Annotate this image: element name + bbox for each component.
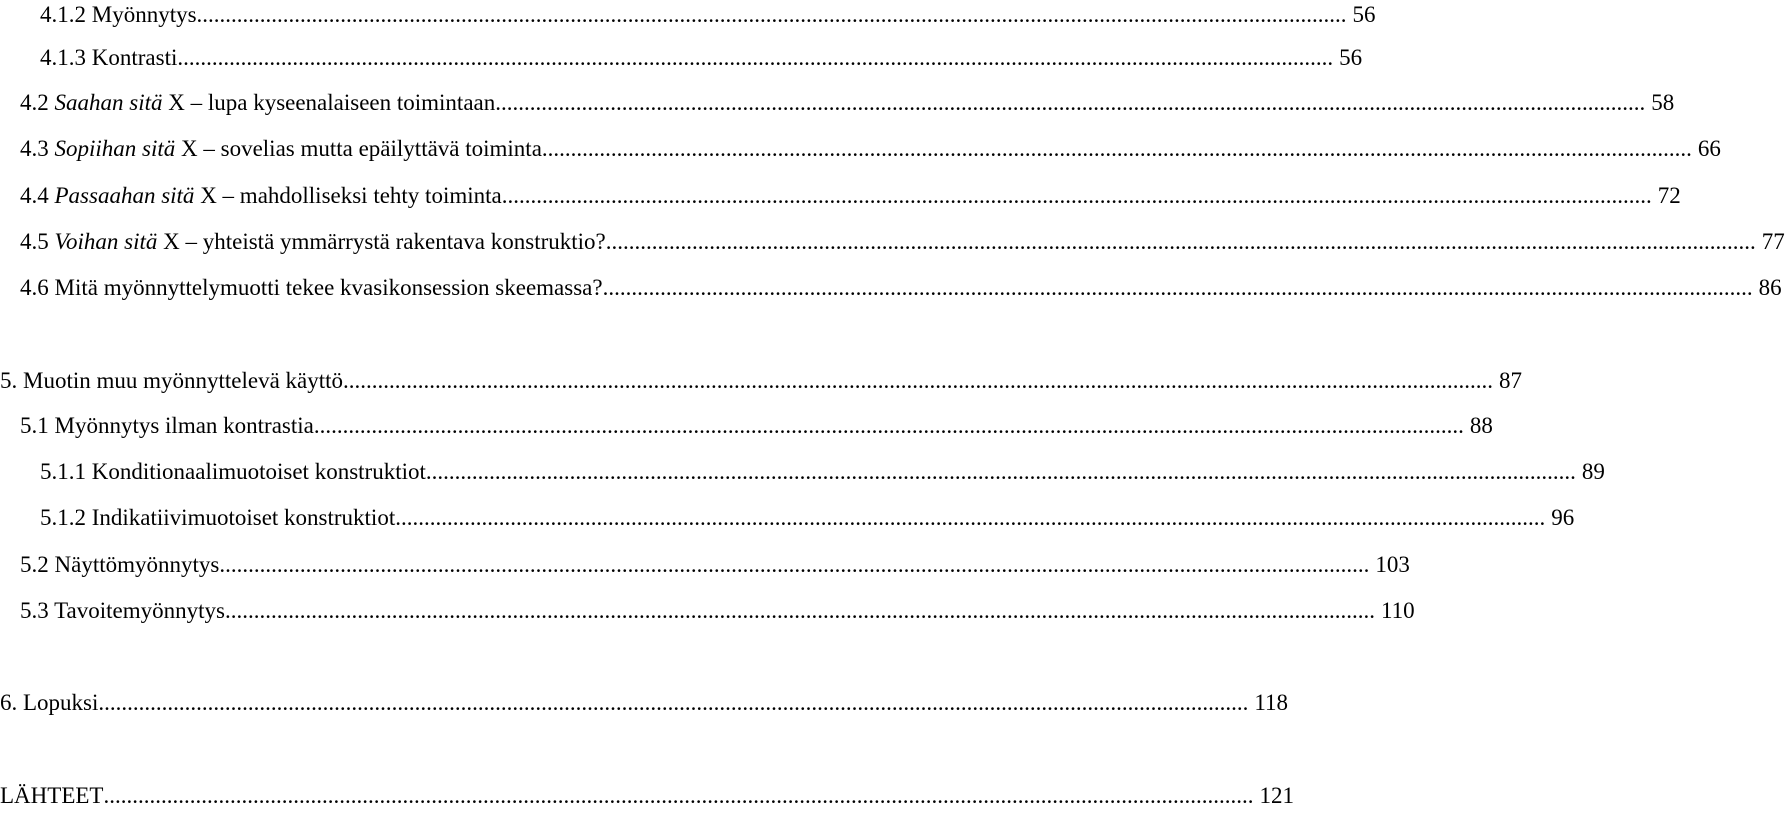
toc-leader-dots: ........................................................................................................................................................................................................ <box>495 90 1646 115</box>
toc-leader-dots: ........................................................................................................................................................................................................ <box>183 45 1334 70</box>
toc-leader-dots: ........................................................................................................................................................................................................ <box>395 505 1546 530</box>
toc-entry-label: 6. Lopuksi <box>0 690 99 715</box>
toc-leader-dots: ........................................................................................................................................................................................................ <box>98 690 1249 715</box>
toc-page-number: 66 <box>1697 136 1721 161</box>
toc-entry[interactable] <box>40 0 1376 30</box>
toc-entry[interactable] <box>0 366 1523 396</box>
toc-page-number: 96 <box>1551 505 1575 530</box>
toc-entry-label: 5.1 Myönnytys ilman kontrastia <box>20 413 314 438</box>
toc-leader-dots: ........................................................................................................................................................................................................ <box>541 136 1692 161</box>
toc-entry[interactable] <box>0 781 1294 811</box>
toc-leader-dots: ........................................................................................................................................................................................................ <box>219 552 1370 577</box>
toc-page-number: 72 <box>1657 183 1681 208</box>
toc-leader-dots: ........................................................................................................................................................................................................ <box>103 783 1254 808</box>
toc-entry-label: 5.3 Tavoitemyönnytys <box>20 598 225 623</box>
toc-page-number: 118 <box>1254 690 1289 715</box>
toc-page-number: 56 <box>1339 45 1363 70</box>
toc-entry[interactable] <box>20 227 1785 257</box>
toc-page-number: 110 <box>1380 598 1415 623</box>
toc-page-number: 86 <box>1758 275 1782 300</box>
toc-entry[interactable] <box>20 88 1675 118</box>
toc-entry-label: 4.5 Voihan sitä X – yhteistä ymmärrystä rakentava konstruktio? <box>20 229 606 254</box>
toc-entry[interactable] <box>20 550 1410 580</box>
toc-leader-dots: ........................................................................................................................................................................................................ <box>602 275 1753 300</box>
toc-entry[interactable] <box>20 273 1782 303</box>
toc-entry[interactable] <box>0 688 1289 718</box>
toc-entry-label: 4.3 Sopiihan sitä X – sovelias mutta epäilyttävä toiminta <box>20 136 542 161</box>
toc-entry[interactable] <box>40 503 1575 533</box>
toc-leader-dots: ........................................................................................................................................................................................................ <box>605 229 1756 254</box>
toc-page-number: 103 <box>1375 552 1410 577</box>
toc-entry[interactable] <box>20 134 1721 164</box>
toc-leader-dots: ........................................................................................................................................................................................................ <box>196 2 1347 27</box>
toc-entry-label: 5.1.2 Indikatiivimuotoiset konstruktiot <box>40 505 396 530</box>
toc-entry[interactable] <box>20 181 1681 211</box>
toc-entry-label: 4.6 Mitä myönnyttelymuotti tekee kvasikonsession skeemassa? <box>20 275 603 300</box>
toc-leader-dots: ........................................................................................................................................................................................................ <box>313 413 1464 438</box>
toc-entry-label: 4.2 Saahan sitä X – lupa kyseenalaiseen toimintaan <box>20 90 496 115</box>
toc-entry[interactable] <box>20 596 1415 626</box>
toc-entry-label: 4.4 Passaahan sitä X – mahdolliseksi tehty toiminta <box>20 183 502 208</box>
toc-entry-label: LÄHTEET <box>0 783 104 808</box>
toc-leader-dots: ........................................................................................................................................................................................................ <box>501 183 1652 208</box>
toc-entry[interactable] <box>20 411 1493 441</box>
toc-leader-dots: ........................................................................................................................................................................................................ <box>224 598 1375 623</box>
toc-entry-label: 4.1.2 Myönnytys <box>40 2 197 27</box>
toc-entry-label: 5. Muotin muu myönnyttelevä käyttö <box>0 368 344 393</box>
toc-page-number: 89 <box>1581 459 1605 484</box>
toc-entry-label: 4.1.3 Kontrasti. <box>40 45 184 70</box>
toc-page-number: 121 <box>1259 783 1294 808</box>
toc-page-number: 56 <box>1352 2 1376 27</box>
toc-page-number: 58 <box>1651 90 1675 115</box>
toc-page-number: 87 <box>1499 368 1523 393</box>
toc-leader-dots: ........................................................................................................................................................................................................ <box>343 368 1494 393</box>
toc-entry[interactable] <box>40 43 1363 73</box>
toc-page-number: 77 <box>1761 229 1785 254</box>
toc-leader-dots: ........................................................................................................................................................................................................ <box>425 459 1576 484</box>
toc-entry[interactable] <box>40 457 1605 487</box>
toc-page-number: 88 <box>1469 413 1493 438</box>
toc-entry-label: 5.1.1 Konditionaalimuotoiset konstruktiot <box>40 459 426 484</box>
toc-entry-label: 5.2 Näyttömyönnytys <box>20 552 220 577</box>
